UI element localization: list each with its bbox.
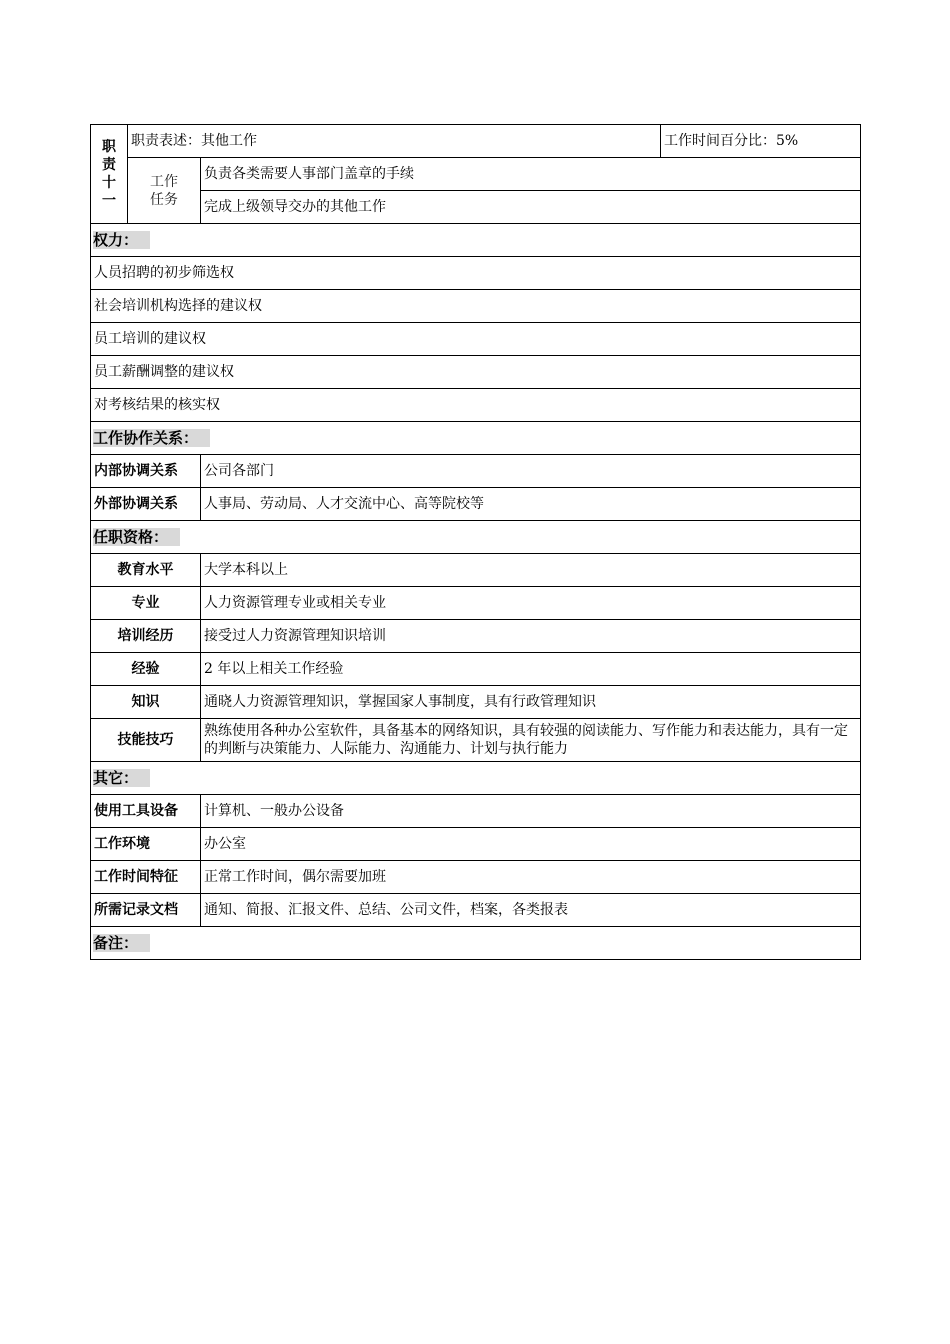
duty-task-row (91, 191, 861, 224)
section-header-row (91, 422, 861, 455)
section-header-row (91, 521, 861, 554)
qualification-row (91, 620, 861, 653)
relation-value: 公司各部门 (201, 455, 861, 488)
qualification-label: 技能技巧 (91, 719, 201, 762)
relation-label: 外部协调关系 (91, 488, 201, 521)
other-value: 通知、简报、汇报文件、总结、公司文件，档案，各类报表 (201, 894, 861, 927)
qualification-label: 知识 (91, 686, 201, 719)
other-label: 工作时间特征 (91, 861, 201, 894)
other-label: 工作环境 (91, 828, 201, 861)
qualification-value: 接受过人力资源管理知识培训 (201, 620, 861, 653)
other-row (91, 894, 861, 927)
authority-heading: 权力： (93, 231, 150, 249)
other-label: 使用工具设备 (91, 795, 201, 828)
qualification-value: 熟练使用各种办公室软件，具备基本的网络知识，具有较强的阅读能力、写作能力和表达能力，具有一定的判断与决策能力、人际能力、沟通能力、计划与执行能力 (201, 719, 861, 762)
authority-item: 对考核结果的核实权 (91, 389, 861, 422)
duty-number-label: 职 责 十 一 (91, 125, 128, 224)
task-item: 负责各类需要人事部门盖章的手续 (201, 158, 861, 191)
qualification-row (91, 587, 861, 620)
job-description-table (90, 124, 861, 960)
qualification-label: 培训经历 (91, 620, 201, 653)
qualification-value: 人力资源管理专业或相关专业 (201, 587, 861, 620)
other-value: 计算机、一般办公设备 (201, 795, 861, 828)
qualification-value: 通晓人力资源管理知识，掌握国家人事制度，具有行政管理知识 (201, 686, 861, 719)
others-heading: 其它： (93, 769, 150, 787)
other-label: 所需记录文档 (91, 894, 201, 927)
section-header-row (91, 762, 861, 795)
other-value: 正常工作时间，偶尔需要加班 (201, 861, 861, 894)
qualification-value: 2 年以上相关工作经验 (201, 653, 861, 686)
task-item: 完成上级领导交办的其他工作 (201, 191, 861, 224)
section-header-row (91, 224, 861, 257)
duty-description: 职责表述：其他工作 (128, 125, 661, 158)
authority-item: 社会培训机构选择的建议权 (91, 290, 861, 323)
qualification-label: 经验 (91, 653, 201, 686)
authority-item: 人员招聘的初步筛选权 (91, 257, 861, 290)
section-header-row (91, 927, 861, 960)
qualification-value: 大学本科以上 (201, 554, 861, 587)
qualifications-heading: 任职资格： (93, 528, 180, 546)
other-row (91, 828, 861, 861)
relation-value: 人事局、劳动局、人才交流中心、高等院校等 (201, 488, 861, 521)
duty-header-row (91, 125, 861, 158)
duty-time-percentage: 工作时间百分比：5% (661, 125, 861, 158)
qualification-row (91, 686, 861, 719)
qualification-label: 专业 (91, 587, 201, 620)
qualification-row (91, 719, 861, 762)
relation-row (91, 455, 861, 488)
relation-row (91, 488, 861, 521)
qualification-row (91, 554, 861, 587)
authority-item: 员工薪酬调整的建议权 (91, 356, 861, 389)
duty-task-row (91, 158, 861, 191)
relations-heading: 工作协作关系： (93, 429, 210, 447)
relation-label: 内部协调关系 (91, 455, 201, 488)
qualification-label: 教育水平 (91, 554, 201, 587)
task-label: 工作 任务 (128, 158, 201, 224)
other-row (91, 861, 861, 894)
remarks-heading: 备注： (93, 934, 150, 952)
authority-item: 员工培训的建议权 (91, 323, 861, 356)
other-value: 办公室 (201, 828, 861, 861)
qualification-row (91, 653, 861, 686)
other-row (91, 795, 861, 828)
